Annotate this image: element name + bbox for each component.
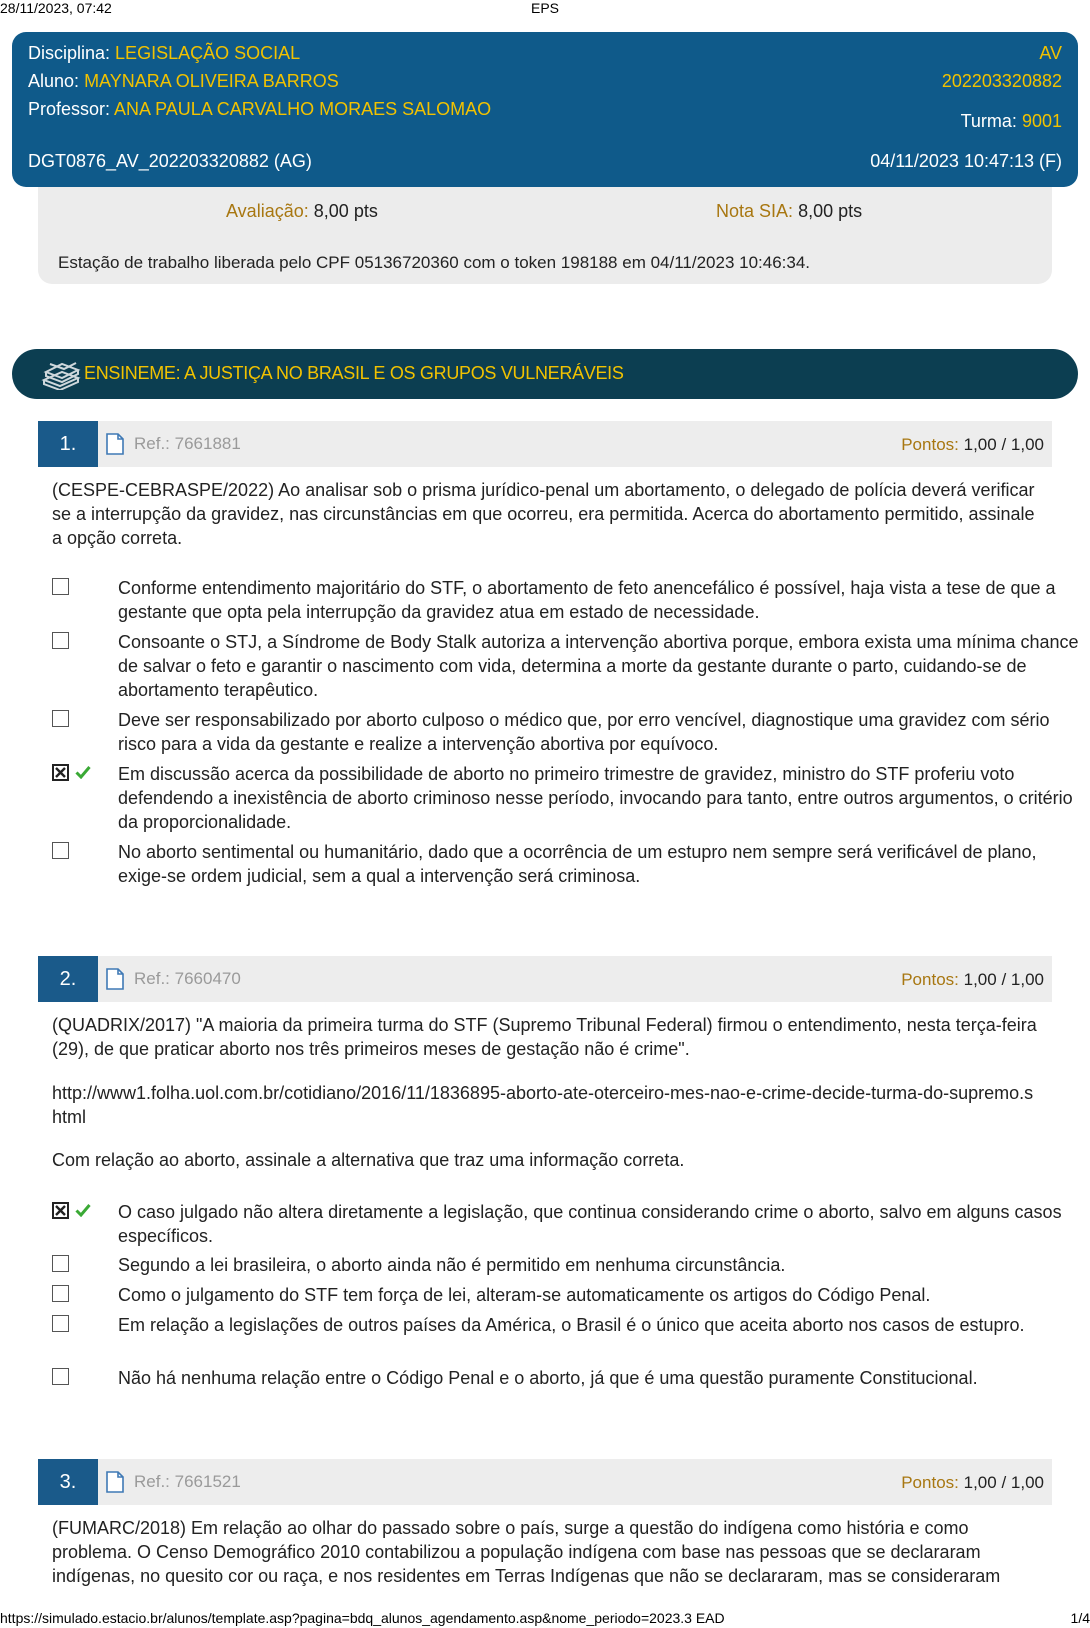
turma-label: Turma: <box>960 111 1017 131</box>
avaliacao-label: Avaliação: <box>226 201 309 221</box>
avaliacao-unit: pts <box>353 201 378 221</box>
points-label: Pontos: <box>901 435 959 454</box>
section-title: ENSINEME: A JUSTIÇA NO BRASIL E OS GRUPOS VULNERÁVEIS <box>84 363 624 383</box>
question-number: 1. <box>38 421 98 467</box>
option-text: Em discussão acerca da possibilidade de aborto no primeiro trimestre de gravidez, ministro do STF proferiu voto defendendo a inexistência de aborto criminoso nesse período, invocando para tanto, entre outros argumentos, o critério da proporcionalidade. <box>118 764 1073 832</box>
professor-label: Professor: <box>28 99 111 119</box>
print-date: 28/11/2023, 07:42 <box>0 0 112 16</box>
exam-header-card <box>12 32 1078 187</box>
nota-value: 8,00 <box>798 201 834 221</box>
print-footer <box>0 1610 1090 1628</box>
question-ref: Ref.: 7661521 <box>134 1472 241 1491</box>
option-text: No aborto sentimental ou humanitário, dado que a ocorrência de um estupro nem sempre será verificável de plano, exige-se ordem judicial, sem a qual a intervenção será criminosa. <box>118 842 1037 886</box>
option-checkbox[interactable] <box>52 578 69 595</box>
page-url: https://simulado.estacio.br/alunos/template.asp?pagina=bdq_alunos_agendamento.asp&nome_periodo=2023.3 EAD <box>0 1610 725 1626</box>
disciplina-value: LEGISLAÇÃO SOCIAL <box>115 43 301 63</box>
evaluation-box <box>38 187 1052 284</box>
question-ref: Ref.: 7660470 <box>134 969 241 988</box>
correct-check-icon <box>75 1203 91 1222</box>
points-separator: / <box>1001 435 1007 454</box>
points-label: Pontos: <box>901 970 959 989</box>
points-separator: / <box>1001 1473 1007 1492</box>
avaliacao-score <box>226 201 378 222</box>
points-max: 1,00 <box>1010 970 1044 989</box>
points-label: Pontos: <box>901 1473 959 1492</box>
option-text: O caso julgado não altera diretamente a legislação, que continua considerando crime o aborto, salvo em alguns casos específicos. <box>118 1202 1062 1246</box>
option-checkbox[interactable] <box>52 842 69 859</box>
question-2-prompt: Com relação ao aborto, assinale a alternativa que traz uma informação correta. <box>52 1150 685 1170</box>
option-text: Em relação a legislações de outros países da América, o Brasil é o único que aceita aborto nos casos de estupro. <box>118 1315 1025 1335</box>
print-title: EPS <box>530 0 559 16</box>
option-text: Segundo a lei brasileira, o aborto ainda não é permitido em nenhuma circunstância. <box>118 1255 786 1275</box>
station-info: Estação de trabalho liberada pelo CPF 05136720360 com o token 198188 em 04/11/2023 10:46:34. <box>58 253 811 272</box>
question-3-header <box>38 1459 1052 1505</box>
question-2-source-link: http://www1.folha.uol.com.br/cotidiano/2016/11/1836895-aborto-ate-oterceiro-mes-nao-e-crime-decide-turma-do-supremo.shtml <box>52 1083 1034 1127</box>
option-text: Conforme entendimento majoritário do STF, o abortamento de feto anencefálico é possível, haja vista a tese de que a gestante que opta pela interrupção da gravidez atua em estado de necessidade. <box>118 578 1056 622</box>
question-ref: Ref.: 7661881 <box>134 434 241 453</box>
aluno-row <box>28 71 339 92</box>
document-icon[interactable] <box>106 433 124 460</box>
print-header <box>0 0 1090 18</box>
nota-label: Nota SIA: <box>716 201 794 221</box>
correct-check-icon <box>75 765 91 784</box>
option-checkbox[interactable] <box>52 1368 69 1385</box>
exam-code: DGT0876_AV_202203320882 (AG) <box>28 151 312 171</box>
points-value: 1,00 <box>963 1473 997 1492</box>
nota-unit: pts <box>838 201 863 221</box>
question-3-text: (FUMARC/2018) Em relação ao olhar do passado sobre o país, surge a questão do indígena como história e como problema. O Censo Demográfico 2010 contabilizou a população indígena com base nas pessoas que se declararam indígenas, no quesito cor ou raça, e nos residentes em Terras Indígenas que não se declararam, mas se consideraram <box>52 1518 1001 1586</box>
question-points <box>901 970 1044 990</box>
page-number: 1/4 <box>1070 1610 1090 1626</box>
option-text: Como o julgamento do STF tem força de lei, alteram-se automaticamente os artigos do Código Penal. <box>118 1285 931 1305</box>
turma-row <box>961 111 1062 132</box>
avaliacao-value: 8,00 <box>313 201 349 221</box>
option-text: Consoante o STJ, a Síndrome de Body Stalk autoriza a intervenção abortiva porque, embora exista uma mínima chance de salvar o feto e garantir o nascimento com vida, determina a morte da gestante durante o parto, cuidando-se de abortamento terapêutico. <box>118 632 1079 700</box>
option-checkbox[interactable] <box>52 1315 69 1332</box>
points-max: 1,00 <box>1010 1473 1044 1492</box>
option-checkbox[interactable] <box>52 1255 69 1272</box>
points-value: 1,00 <box>963 435 997 454</box>
option-text: Não há nenhuma relação entre o Código Penal e o aborto, já que é uma questão puramente Constitucional. <box>118 1368 978 1388</box>
points-max: 1,00 <box>1010 435 1044 454</box>
option-checkbox[interactable] <box>52 1285 69 1302</box>
question-number: 2. <box>38 956 98 1002</box>
question-points <box>901 1473 1044 1493</box>
disciplina-row <box>28 43 300 64</box>
matricula-value: 202203320882 <box>941 71 1062 91</box>
question-number: 3. <box>38 1459 98 1505</box>
points-value: 1,00 <box>963 970 997 989</box>
option-checkbox-checked[interactable] <box>52 764 69 781</box>
document-icon[interactable] <box>106 1471 124 1498</box>
exam-type: AV <box>1039 43 1062 63</box>
exam-datetime: 04/11/2023 10:47:13 (F) <box>870 151 1062 171</box>
points-separator: / <box>1001 970 1007 989</box>
disciplina-label: Disciplina: <box>28 43 111 63</box>
professor-row <box>28 99 491 120</box>
option-checkbox[interactable] <box>52 632 69 649</box>
section-bar <box>12 349 1078 399</box>
question-1-header <box>38 421 1052 467</box>
document-icon[interactable] <box>106 968 124 995</box>
option-checkbox[interactable] <box>52 710 69 727</box>
question-2-header <box>38 956 1052 1002</box>
turma-value: 9001 <box>1021 111 1062 131</box>
aluno-label: Aluno: <box>28 71 80 91</box>
books-icon <box>40 358 82 395</box>
question-2-text: (QUADRIX/2017) "A maioria da primeira turma do STF (Supremo Tribunal Federal) firmou o entendimento, nesta terça-feira (29), de que praticar aborto nos três primeiros meses de gestação não é crime". <box>52 1015 1037 1059</box>
option-checkbox-checked[interactable] <box>52 1202 69 1219</box>
aluno-value: MAYNARA OLIVEIRA BARROS <box>84 71 339 91</box>
professor-value: ANA PAULA CARVALHO MORAES SALOMAO <box>114 99 492 119</box>
option-text: Deve ser responsabilizado por aborto culposo o médico que, por erro vencível, diagnostique uma gravidez com sério risco para a vida da gestante e realize a intervenção abortiva por equívoco. <box>118 710 1050 754</box>
question-1-text: (CESPE-CEBRASPE/2022) Ao analisar sob o prisma jurídico-penal um abortamento, o delegado de polícia deverá verificar se a interrupção da gravidez, nas circunstâncias em que ocorreu, era permitida. Acerca do abortamento permitido, assinale a opção correta. <box>52 480 1035 548</box>
nota-sia-score <box>716 201 862 222</box>
question-points <box>901 435 1044 455</box>
